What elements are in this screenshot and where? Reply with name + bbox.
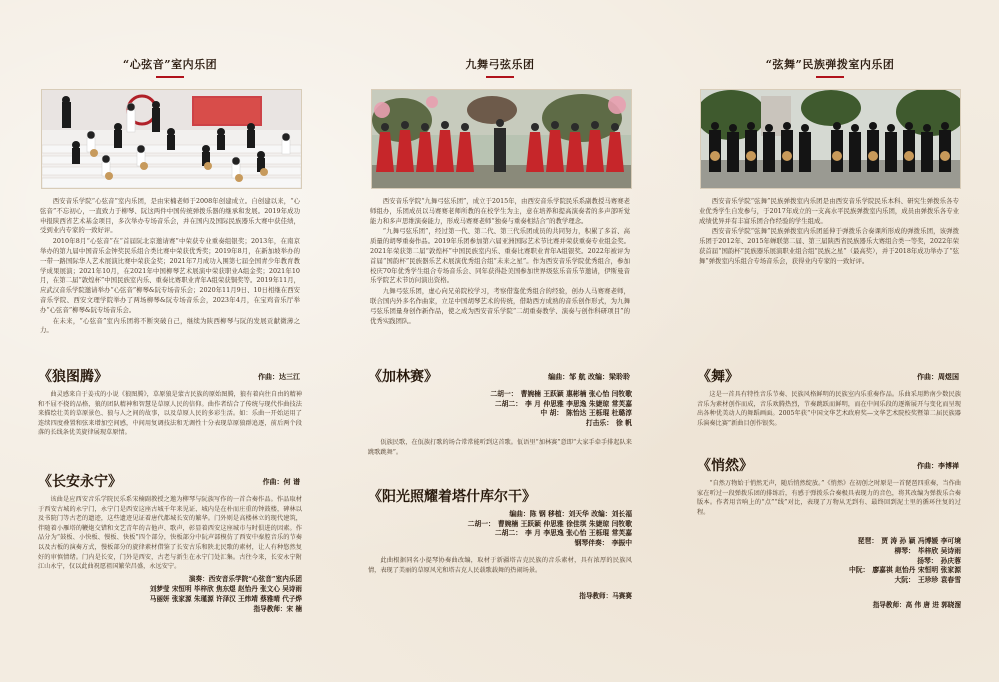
role-names: 李 月 仲思雅 李思逸 朱婕琼 常芙嘉 — [525, 399, 632, 408]
ensemble-intro — [370, 197, 630, 327]
role-label: 二胡二： — [494, 399, 522, 408]
role-names: 曹婉楠 王跃颖 仲思雅 徐佳琪 朱婕琼 闫牧歌 — [497, 519, 632, 528]
advisor-credit: 指导教师：高 伟 唐 进 郭晓溜 — [872, 601, 961, 610]
piece-description: “自然万物始于悄然无声，随后悄然绽放。”《悄然》在初创之时原是一首琵琶四重奏，当作曲家在听过一段弹拨乐团的排练后，有感于弹拨乐合奏极具表现力的音色，将其改编为弹拨乐合奏版本。作者用音响上的“点”“线”对比，表现了万物从无到有、最终回到泥土里的循环往复的过程。 — [697, 480, 961, 516]
piece-lang-tu-teng — [38, 366, 302, 438]
role-row — [368, 539, 632, 549]
section-title — [38, 56, 302, 78]
piece-jialinsai — [368, 366, 632, 458]
piece-title: 《加林赛》 — [368, 369, 438, 385]
piece-yangguang-zhaoyao — [368, 486, 632, 600]
role-row — [368, 390, 632, 400]
role-names: 王珍珍 袁春雪 — [917, 575, 961, 584]
piece-changan-yongning — [38, 471, 302, 614]
role-row — [368, 510, 632, 520]
section-title — [697, 56, 963, 78]
role-label: 琵琶： — [857, 537, 879, 546]
role-label: 中 胡： — [540, 409, 564, 418]
piece-qiaoran — [697, 455, 961, 609]
advisor-credit: 指导教师：宋 楠 — [253, 604, 302, 613]
title-underline — [156, 76, 184, 78]
intro-paragraph: “九舞弓弦乐团”，经过第一代、第二代、第三代乐团成员的共同努力，积累了多首、高质量的胡琴重奏作品。2019年乐团参加第六届亚洲国际艺术节比赛并荣获重奏专业组金奖。2021年荣获第二届“敦煌杯”中国民族室内乐、重奏比赛职业青年A组银奖。2022年被评为首届“国韵杯”民族器乐艺术展演优秀组合组“未来之星”。作为西安音乐学院优秀组合，参加校庆70年优秀学生组合专场音乐会、同年获得赴美国参加世界级弦乐音乐节邀请，伊斯曼音乐学院艺术节访问演出资格。 — [370, 227, 630, 285]
intro-paragraph: 2010年8月“心弦音”在“首届阮北京邀请赛”中荣获专业重奏组银奖；2013年，在南京举办的第九届中国音乐金钟奖民乐组合类比赛中荣获优秀奖；2019年8月，在新加坡举办的一带一路国际华人艺术展演比赛中荣获金奖；2021年7月成功入围第七届全国青少年教育教学成果展演；2021年10月，在2021年中国柳琴艺术展演中荣获职业A组金奖；2021年10月，在第二届“敦煌杯”中国民族室内乐、重奏比赛职业青年A组荣获铜奖等。2019年11月，应武汉音乐学院邀请举办“心弦音”柳琴&阮专场音乐会；2020年11月9日、10日相继在西安音乐学院、西安文理学院举办了两场柳琴&阮专场音乐会，2023年4月，在宝鸡音乐厅举办“心弦音”柳琴&阮专场音乐会。 — [40, 237, 300, 314]
composer-credit: 作曲：达三江 — [258, 372, 300, 381]
role-row — [697, 537, 961, 547]
intro-paragraph: 九舞弓弦乐团，虚心向兄弟院校学习，考察借鉴优秀组合的经验，创办人马赛赛老师，联合国内外多名作曲家，立足中国胡琴艺术的传统，借助西方成熟的音乐创作形式，为九舞弓弦乐团量身创作新作品，使之成为西安音乐学院“二胡重奏教学、演奏与创作科研项目”的优秀实践团队。 — [370, 287, 630, 325]
piece-wu — [697, 366, 961, 428]
piece-description: 佤族民歌，在佤族打歌的场合常常能听到这首歌。佤语里“加林赛”意即“大家手牵手排起队来跳歌跳舞”。 — [368, 439, 632, 456]
role-row — [368, 400, 632, 410]
performer-heading: 演奏：西安音乐学院“心弦音”室内乐团 — [188, 574, 302, 583]
role-label: 扬琴： — [917, 556, 938, 565]
performer-list — [38, 574, 302, 614]
composer-credit: 作曲：周煜国 — [917, 372, 959, 381]
section-title-text: 九舞弓弦乐团 — [465, 58, 535, 71]
piece-title: 《悄然》 — [697, 458, 753, 474]
intro-paragraph: 西安音乐学院“弦舞”民族弹拨室内乐团延伸于弹拨乐合奏课所形成的弹拨乐团，该弹拨乐团于2012年、2015年蝉联第二届、第三届陕西省民族器乐大赛组合类一等奖，2022年荣获首届“国韵杯”民族器乐展演职业组合组“民族之星”（最高奖），并于2018年成功举办了“弦舞”弹拨室内乐组合专场音乐会，获得业内专家的一致好评。 — [699, 227, 959, 265]
intro-paragraph: 西安音乐学院“心弦音”室内乐团，是由宋楠老师于2008年创建成立。自创建以来，“心弦音”不忘初心，一直致力于柳琴、阮这两件中国传统弹拨乐器的继承和发展。2019年成功申报陕西省艺术基金项目，多次举办专场音乐会，并在国内及国际民族器乐大赛中获佳绩，受到业内专家的一致好评。 — [40, 197, 300, 235]
role-row — [697, 547, 961, 557]
role-row — [368, 419, 632, 429]
role-row — [697, 566, 961, 576]
role-names: 贾 涛 孙 颖 冯博媛 李可境 — [881, 537, 961, 546]
role-row — [368, 529, 632, 539]
section-title — [368, 56, 632, 78]
performer-names: 刘梦莹 宋恒明 毕梓欣 焦东煜 赵怡丹 张文心 吴诗雨 — [149, 584, 302, 593]
performer-roles — [697, 537, 961, 585]
title-underline — [816, 76, 844, 78]
section-title-text: “心弦音”室内乐团 — [122, 58, 218, 71]
piece-description: 这是一首具有特性音乐节奏、民族风格鲜明的民族室内乐重奏作品。乐曲采用黔南少数民族音乐为素材创作而成，音乐欢腾热烈，节奏跳跃而鲜明，而在中间乐段的逐渐展开与变化而呈现出各种优美动人的舞蹈画面。2005年获“中国文华艺术政府奖—文华艺术院校奖暨第二届民族器乐演奏比赛”新曲目创作银奖。 — [697, 391, 961, 427]
role-names: 陈怡达 王栎琨 杜璐淳 — [566, 409, 632, 418]
performer-roles — [368, 510, 632, 548]
role-names: 廖嘉祺 赵怡丹 宋恒明 张家源 — [872, 566, 961, 575]
title-underline — [486, 76, 514, 78]
role-names: 李 月 李思逸 张心怡 王栎琨 常芙嘉 — [525, 529, 632, 538]
composer-credit: 作曲：李博禅 — [917, 461, 959, 470]
ensemble-photo — [700, 89, 961, 189]
ensemble-intro — [699, 197, 959, 268]
composer-credit: 作曲：何 谱 — [262, 477, 300, 486]
role-names: 李振中 — [611, 538, 632, 547]
performer-names: 马丽妍 张家源 朱瑾源 许泽汉 王炜靖 蔡雅晴 代子烨 — [149, 594, 302, 603]
intro-paragraph: 在未来，“心弦音”室内乐团将不断突破自己，继续为陕西柳琴与阮的发展贡献微薄之力。 — [40, 316, 300, 335]
piece-title: 《阳光照耀着塔什库尔干》 — [368, 489, 536, 505]
ensemble-intro — [40, 197, 300, 337]
role-label: 柳琴： — [894, 546, 915, 555]
role-label: 二胡一： — [467, 519, 495, 528]
piece-title: 《狼图腾》 — [38, 369, 108, 385]
piece-description: 曲灵感来自于姜戎的小说《狼图腾》，草原狼是蒙古民族的原始图腾，狼有着向往自由的精神和不屈不挠的品格，狼的团队精神和智慧是草原人民的信仰。曲作者结合了传统与现代作曲技法来描绘壮美的草原景色、狼与人之间的故事，以及草原人民的多彩生活。如：乐曲一开始运用了连续四度叠置和弦来增加空间感，中间用复调技法和无调性十分表现草原狼群追逐，前后两个段落的长线条优美旋律展现草原情。 — [38, 391, 302, 437]
role-names: 孙庆蓉 — [940, 556, 961, 565]
role-row — [368, 520, 632, 530]
piece-title: 《舞》 — [697, 369, 739, 385]
role-row — [697, 557, 961, 567]
role-row — [697, 576, 961, 586]
ensemble-photo — [371, 89, 632, 189]
role-names: 毕梓欣 吴诗雨 — [917, 546, 961, 555]
role-names: 徐 帆 — [616, 418, 632, 427]
piece-title: 《长安永宁》 — [38, 474, 122, 490]
intro-paragraph: 西安音乐学院“弦舞”民族弹拨室内乐团是由西安音乐学院民乐本科、研究生弹拨乐各专业优秀学生自发参与，于2017年成立的一支高水平民族弹拨室内乐团，成员由弹拨乐各专业成绩优异并有丰富乐团合作经验的学生组成。 — [699, 197, 959, 225]
composer-credit: 编曲：陈 钢 移植：刘天华 改编：刘长福 — [509, 510, 632, 518]
role-label: 中阮： — [848, 566, 870, 575]
performer-roles — [368, 390, 632, 428]
piece-description: 该曲是应西安音乐学院民乐系宋楠副教授之邀为柳琴与阮族写作的一首合奏作品。作品取材于西安古城的永宁门，永宁门是西安这座古城千年来见证、城内是在朴而庄重的钟鼓楼，碑林以及书院门等古老的遗迹，这些遗迹见证着唐代都城长安的繁华。门外则是高楼林立的现代建筑，伴随着小雁塔的鞭炮交错和文艺青年的吉他声、歌声，彰显着西安这座城市与时俱进的因素。作品分为“鼓板、小快板、慢板、快板”四个部分，快板部分中阮声部模仿了西安中秦腔音乐的节奏以及古板的演奏方式，慢板部分的旋律素材借鉴了长安古乐和陕北民歌的素材，让人有种悠然复好的审慎情绪。门内是长安，门外是西安，古老与新生在永宁门处汇集。古往今来，长安永宁附江山永宁，仅以此曲祝愿祖国繁荣昌盛，永远安宁。 — [38, 496, 302, 571]
composer-credit: 编曲：邹 航 改编：梁聆聆 — [548, 372, 630, 381]
role-label: 二胡一： — [490, 390, 518, 398]
piece-description: 此曲根据同名小提琴协奏曲改编，取材于新疆塔吉克民族的音乐素材，具有浓厚的民族风情，表现了美丽的草原风光和塔吉克人民载歌载舞的热闹场景。 — [368, 557, 632, 574]
ensemble-photo — [41, 89, 302, 189]
role-label: 钢琴伴奏： — [574, 538, 609, 547]
role-label: 大阮： — [894, 575, 915, 584]
section-title-text: “弦舞”民族弹拨室内乐团 — [765, 58, 895, 71]
intro-paragraph: 西安音乐学院“九舞弓弦乐团”，成立于2015年，由西安音乐学院民乐系副教授马赛赛老师组办，乐团成员以马赛赛老师所教的在校学生为主，意在培养和提高演奏者的多声部听觉能力和多声思维演奏能力，形成马赛赛老师“独奏与重奏相结合”的教学理念。 — [370, 197, 630, 225]
role-row — [368, 409, 632, 419]
role-names: 曹婉楠 王跃颖 惠彬楠 张心怡 闫牧歌 — [520, 390, 632, 398]
advisor-credit: 指导教师：马赛赛 — [579, 591, 632, 600]
role-label: 打击乐： — [585, 418, 614, 427]
role-label: 二胡二： — [494, 529, 522, 538]
